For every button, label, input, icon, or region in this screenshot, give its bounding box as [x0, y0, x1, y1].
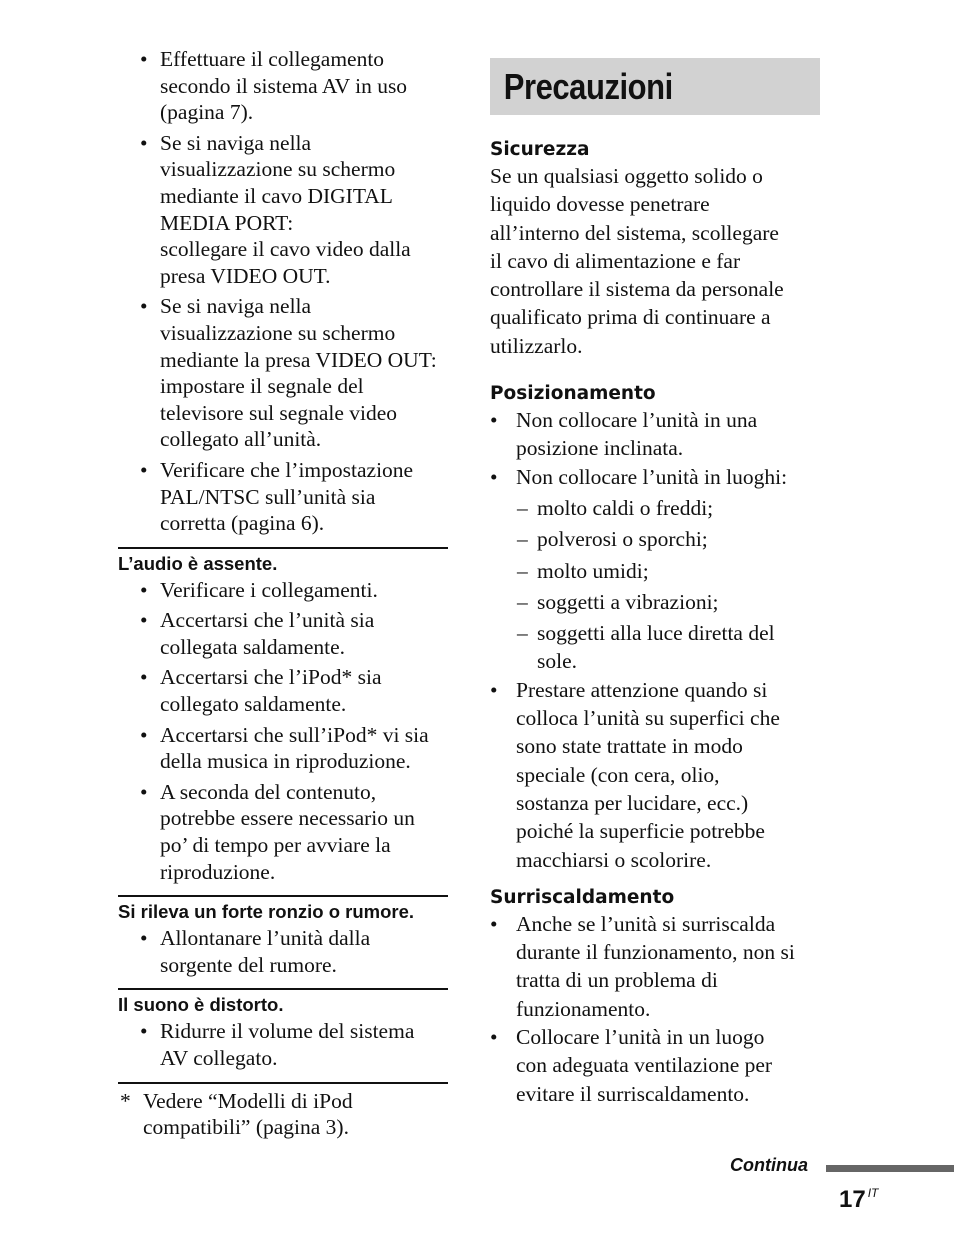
continua-label: Continua [730, 1155, 808, 1175]
posizionamento-body [490, 406, 820, 874]
text-line: con adeguata ventilazione per [516, 1053, 773, 1078]
list-item [118, 779, 448, 885]
section-title-box [490, 58, 820, 115]
text-line: PAL/NTSC sull’unità sia [160, 484, 376, 509]
text-line: Allontanare l’unità dalla [160, 926, 371, 951]
text-line: Collocare l’unità in un luogo [516, 1025, 765, 1050]
text-line: Anche se l’unità si surriscalda [516, 911, 776, 936]
sicurezza-paragraph [490, 162, 820, 360]
bullet-mark: • [140, 665, 148, 690]
bullet-mark: – [517, 621, 528, 646]
section-divider [118, 988, 448, 990]
text-line: sono state trattate in modo [516, 734, 743, 759]
text-line: A seconda del contenuto, [160, 779, 377, 804]
bullet-mark: • [140, 722, 148, 747]
footnote [118, 1088, 448, 1141]
bullet-mark: • [490, 677, 498, 702]
list-item [118, 577, 448, 604]
text-line: molto caldi o freddi; [537, 495, 714, 520]
list-item [118, 1018, 448, 1071]
text-line: Accertarsi che l’unità sia [160, 608, 375, 633]
text-line: della musica in riproduzione. [160, 749, 411, 774]
troubleshoot-heading: Il suono è distorto. [118, 994, 284, 1016]
text-line: il cavo di alimentazione e far [490, 248, 741, 273]
list-item [490, 1023, 820, 1108]
text-line: soggetti a vibrazioni; [537, 589, 719, 614]
text-line: speciale (con cera, olio, [516, 762, 720, 787]
text-line: scollegare il cavo video dalla [160, 237, 411, 262]
text-line: MEDIA PORT: [160, 210, 294, 235]
heading-surriscaldamento: Surriscaldamento [490, 886, 675, 908]
dash-item [490, 525, 820, 553]
text-line: presa VIDEO OUT. [160, 263, 331, 288]
page-number-value: 17 [839, 1186, 866, 1213]
text-line: tratta di un problema di [516, 968, 718, 993]
text-line: corretta (pagina 6). [160, 511, 325, 536]
list-item [490, 676, 820, 874]
bullet-mark: • [140, 294, 148, 319]
bullet-mark: – [517, 527, 528, 552]
text-line: po’ di tempo per avviare la [160, 833, 391, 858]
page-number [839, 1178, 878, 1215]
text-line: evitare il surriscaldamento. [516, 1081, 750, 1106]
bullet-mark: • [140, 779, 148, 804]
troubleshoot-heading: L’audio è assente. [118, 552, 278, 574]
section-divider [118, 547, 448, 549]
right-column [490, 58, 820, 1108]
heading-posizionamento: Posizionamento [490, 383, 656, 405]
section-title: Precauzioni [503, 66, 673, 107]
text-line: all’interno del sistema, scollegare [490, 220, 779, 245]
bullet-mark: • [140, 457, 148, 482]
text-line: Accertarsi che l’iPod* sia [160, 665, 382, 690]
bullet-mark: • [490, 1025, 498, 1050]
troubleshoot-heading: Si rileva un forte ronzio o rumore. [118, 901, 415, 923]
bullet-mark: • [490, 911, 498, 936]
text-line: posizione inclinata. [516, 436, 684, 461]
text-line: riproduzione. [160, 859, 276, 884]
bullet-mark: • [140, 926, 148, 951]
text-line: AV collegato. [160, 1046, 278, 1070]
text-line: Verificare che l’impostazione [160, 457, 414, 482]
text-line: qualificato prima di continuare a [490, 305, 771, 330]
text-line: Effettuare il collegamento [160, 47, 385, 71]
text-line: Se un qualsiasi oggetto solido o [490, 164, 763, 188]
text-line: secondo il sistema AV in uso [160, 73, 408, 98]
text-line: colloca l’unità su superfici che [516, 706, 780, 731]
bullet-mark: • [140, 130, 148, 155]
list-item [490, 463, 820, 491]
text-line: soggetti alla luce diretta del [537, 621, 775, 646]
text-line: controllare il sistema da personale [490, 277, 784, 302]
text-line: mediante il cavo DIGITAL [160, 183, 393, 208]
bullet-mark: • [140, 577, 148, 602]
text-line: collegato saldamente. [160, 692, 347, 717]
text-line: durante il funzionamento, non si [516, 940, 795, 965]
text-line: compatibili” (pagina 3). [143, 1115, 349, 1140]
surriscaldamento-body [490, 910, 820, 1108]
list-item [490, 406, 820, 463]
text-line: sostanza per lucidare, ecc.) [516, 790, 749, 815]
text-line: Se si naviga nella [160, 294, 312, 319]
dash-item [490, 619, 820, 676]
text-line: sorgente del rumore. [160, 952, 337, 977]
text-line: macchiarsi o scolorire. [516, 847, 712, 872]
bullet-mark: • [490, 408, 498, 433]
continua-bar [826, 1165, 954, 1172]
list-item [118, 664, 448, 717]
text-line: Non collocare l’unità in luoghi: [516, 464, 788, 489]
section-divider [118, 1082, 448, 1084]
dash-item [490, 557, 820, 585]
text-line: funzionamento. [516, 996, 651, 1021]
bullet-mark: • [140, 608, 148, 633]
list-item [118, 457, 448, 537]
text-line: Prestare attenzione quando si [516, 677, 768, 702]
bullet-mark: – [517, 558, 528, 583]
text-line: sole. [537, 649, 578, 674]
bullet-mark: – [517, 589, 528, 614]
dash-item [490, 588, 820, 616]
list-item [118, 293, 448, 453]
section-divider [118, 895, 448, 897]
text-line: Verificare i collegamenti. [160, 577, 378, 602]
text-line: polverosi o sporchi; [537, 527, 708, 552]
bullet-mark: • [140, 1019, 148, 1044]
text-line: Accertarsi che sull’iPod* vi sia [160, 722, 429, 747]
text-line: molto umidi; [537, 558, 649, 583]
text-line: utilizzarlo. [490, 333, 583, 358]
text-line: Se si naviga nella [160, 130, 312, 155]
text-line: televisore sul segnale video [160, 400, 398, 425]
text-line: Vedere “Modelli di iPod [143, 1088, 353, 1113]
text-line: collegata saldamente. [160, 634, 346, 659]
text-line: visualizzazione su schermo [160, 320, 396, 345]
text-line: collegato all’unità. [160, 427, 322, 452]
text-line: visualizzazione su schermo [160, 157, 396, 182]
heading-sicurezza: Sicurezza [490, 139, 590, 160]
list-item [118, 607, 448, 660]
bullet-mark: • [140, 47, 148, 71]
list-item [118, 46, 448, 126]
text-line: impostare il segnale del [160, 374, 364, 399]
list-item [118, 925, 448, 978]
text-line: Non collocare l’unità in una [516, 408, 758, 433]
list-item [490, 910, 820, 1023]
text-line: (pagina 7). [160, 100, 254, 125]
bullet-mark: • [490, 464, 498, 489]
page-number-suffix: IT [867, 1186, 879, 1200]
bullet-mark: – [517, 495, 528, 520]
list-item [118, 722, 448, 775]
text-line: liquido dovesse penetrare [490, 192, 710, 217]
text-line: potrebbe essere necessario un [160, 806, 415, 831]
dash-item [490, 494, 820, 522]
text-line: mediante la presa VIDEO OUT: [160, 347, 437, 372]
bullet-mark: * [120, 1088, 131, 1113]
list-item [118, 130, 448, 290]
left-column [118, 46, 448, 1141]
text-line: poiché la superficie potrebbe [516, 819, 765, 844]
text-line: Ridurre il volume del sistema [160, 1019, 415, 1044]
